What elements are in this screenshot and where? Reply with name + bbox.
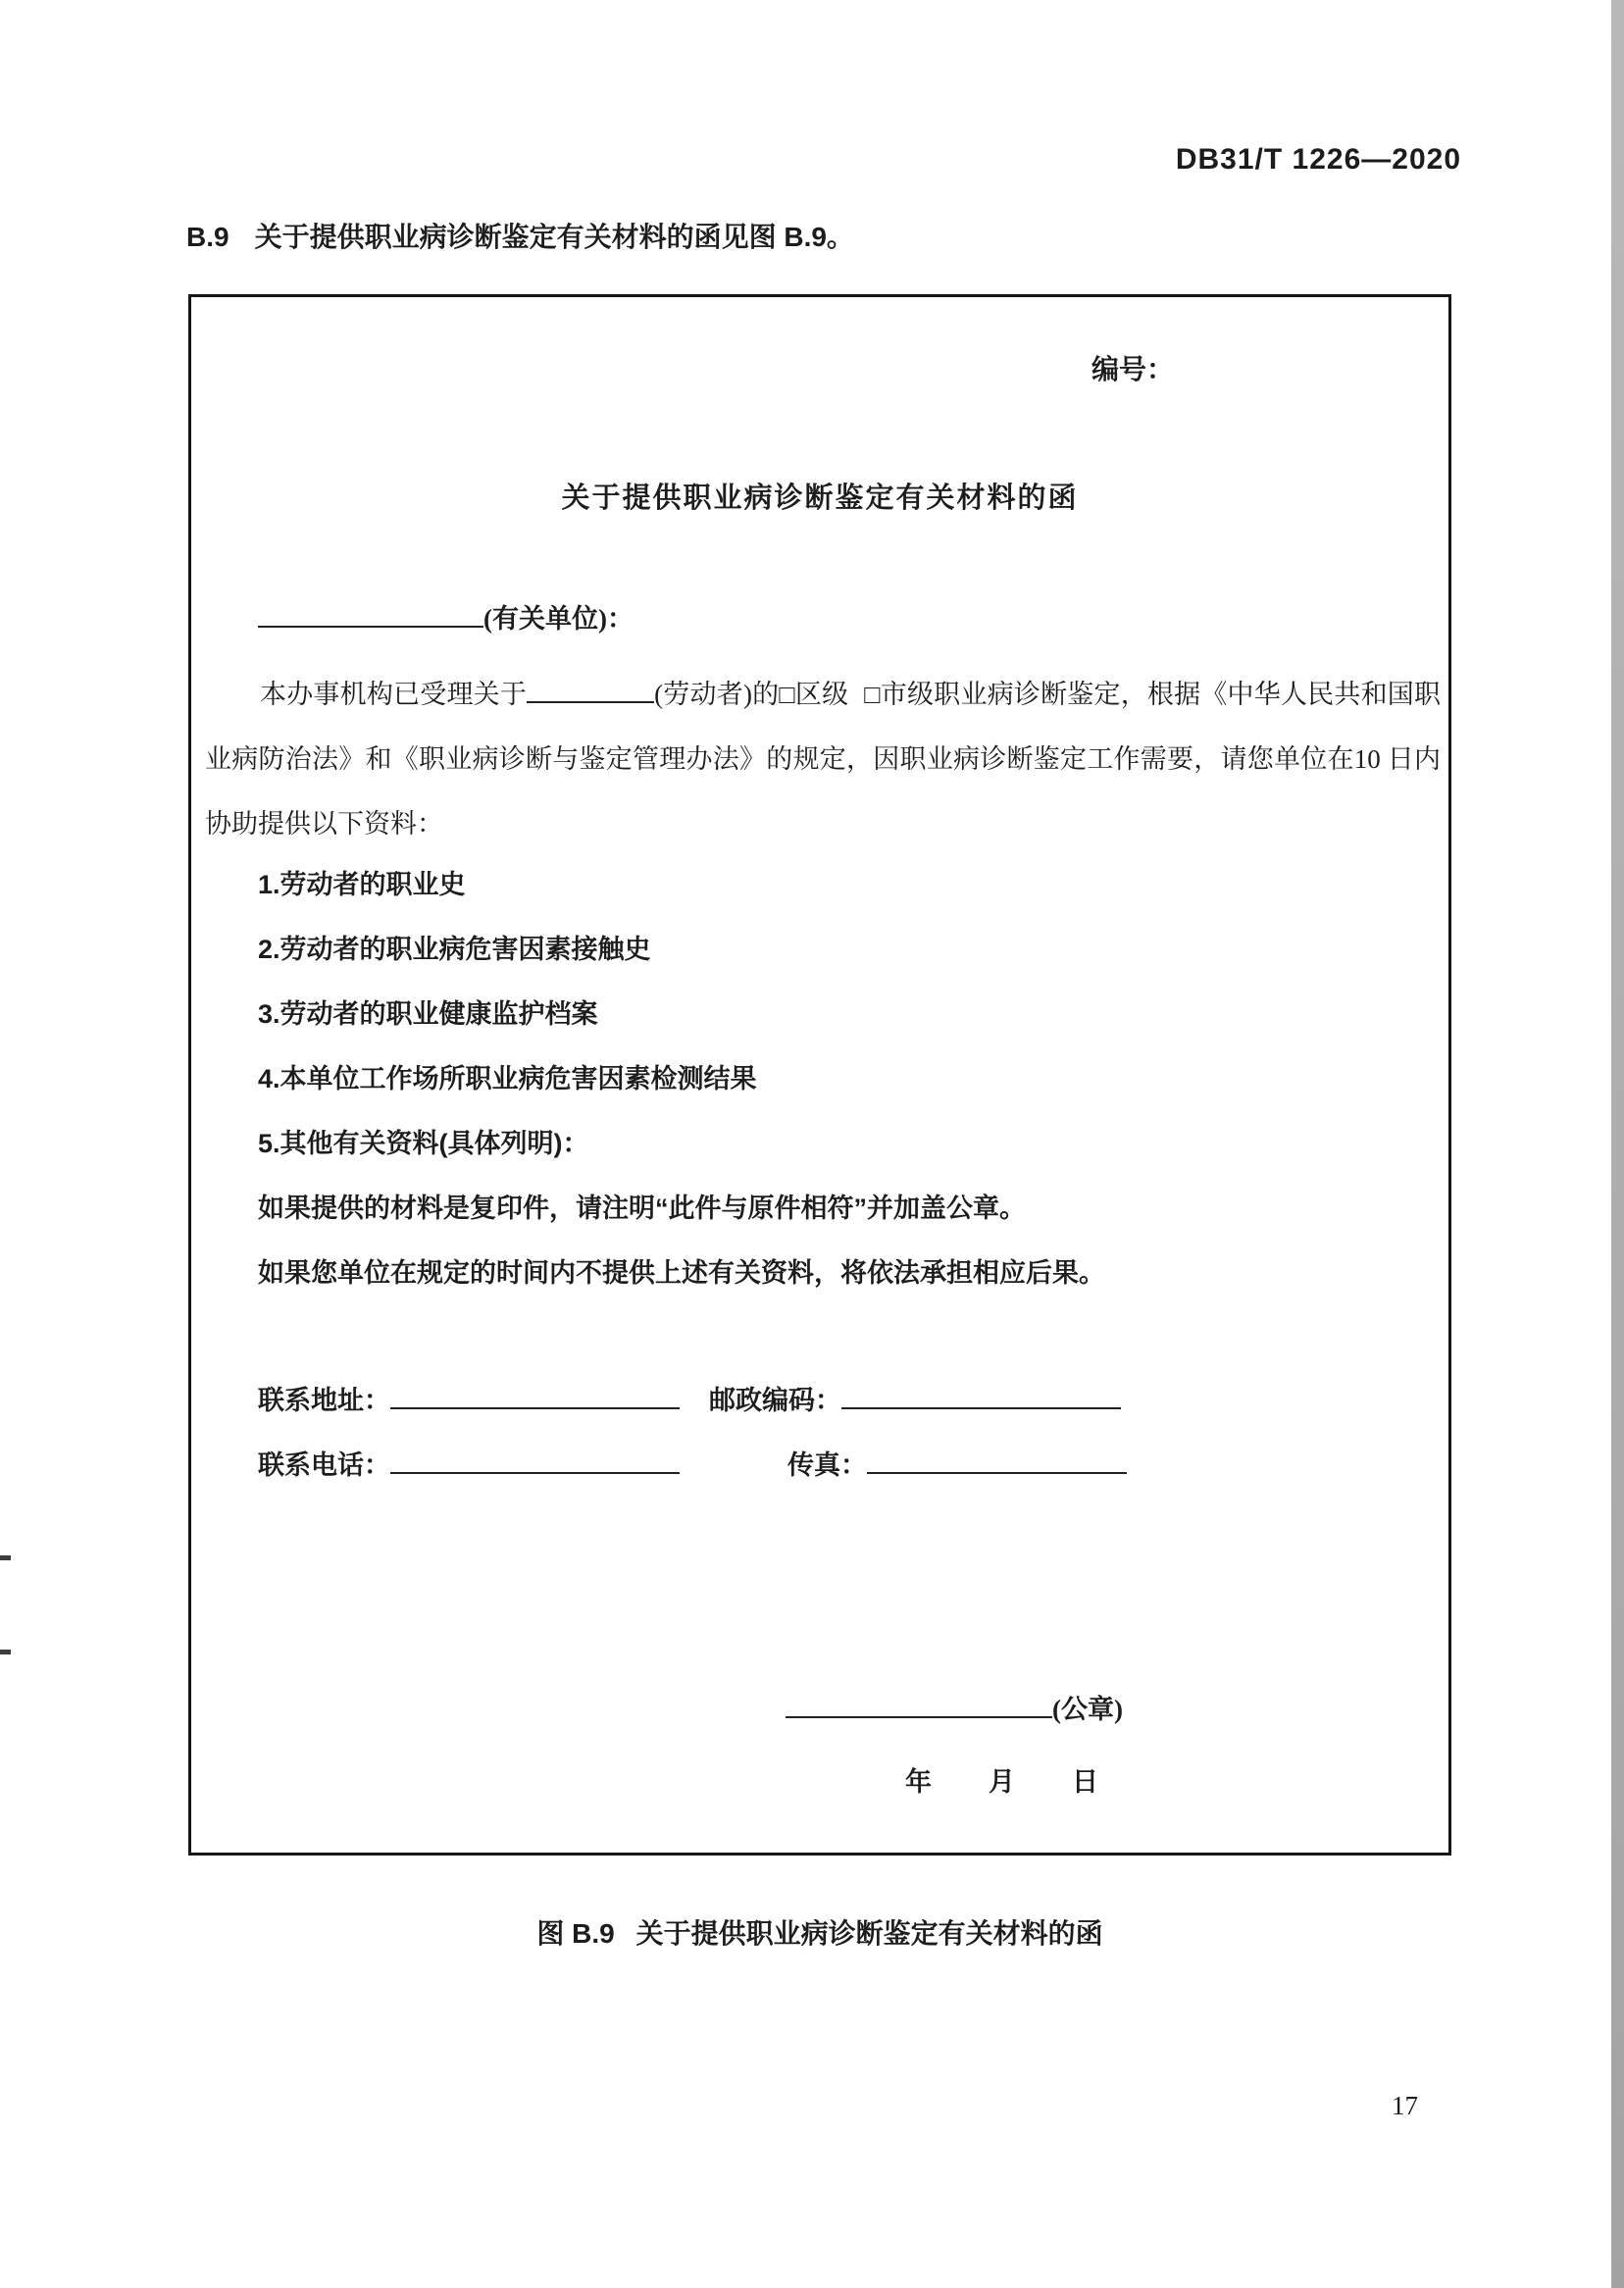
page-number: 17 [1392,2091,1418,2120]
city-checkbox: □市级 [864,680,935,709]
list-item: 1.劳动者的职业史 [258,870,466,899]
fax-blank [867,1445,1127,1474]
paragraph-part-1: 本办事机构已受理关于 [260,680,528,709]
list-item: 2.劳动者的职业病危害因素接触史 [258,935,651,964]
figure-caption [188,1912,1451,1952]
postcode-label: 邮政编码： [709,1386,841,1415]
scan-edge-shadow [1611,0,1624,2288]
date-day: 日 [1072,1767,1098,1797]
postcode-blank [841,1380,1121,1409]
list-item: 4.本单位工作场所职业病危害因素检测结果 [258,1064,757,1093]
scan-artifact-mark [0,1650,11,1654]
date-year: 年 [905,1767,932,1797]
contact-row-phone [258,1433,1127,1498]
phone-blank [390,1445,680,1474]
section-label: B.9 [186,222,229,252]
doc-code: DB31/T 1226—2020 [1175,143,1461,176]
scan-artifact-mark [0,1555,11,1560]
form-box [188,294,1451,1856]
figure-caption-label: 图 B.9 [536,1918,615,1949]
district-checkbox: □区级 [779,680,849,709]
seal-blank [786,1689,1052,1718]
date-line [905,1760,1098,1799]
note-line: 如果提供的材料是复印件，请注明“此件与原件相符”并加盖公章。 [258,1194,1026,1223]
figure-caption-text: 关于提供职业病诊断鉴定有关材料的函 [635,1918,1103,1949]
paragraph-part-3: 职业病诊断鉴定，根据《中华人民共和国职业病防治法》和《职业病诊断与鉴定管理办法》的规定，因职业病诊断鉴定工作需要，请您单位在10 日内协助提供以下资料： [205,680,1442,839]
form-title: 关于提供职业病诊断鉴定有关材料的函 [561,483,1079,514]
form-paragraph [205,662,1441,856]
seal-label: (公章) [1052,1695,1123,1724]
list-item: 3.劳动者的职业健康监护档案 [258,999,598,1029]
phone-label: 联系电话： [258,1450,390,1480]
address-label: 联系地址： [258,1386,390,1415]
list-item: 5.其他有关资料(具体列明)： [258,1129,589,1158]
contact-row-address [258,1368,1127,1433]
material-list [258,852,1390,1305]
addressee-blank [258,598,483,628]
section-text: 关于提供职业病诊断鉴定有关材料的函见图 B.9。 [254,222,854,252]
addressee-suffix: (有关单位)： [483,604,634,634]
contact-block [258,1368,1127,1498]
paragraph-part-2: (劳动者)的 [654,680,780,709]
addressee-line [258,597,634,636]
section-heading [186,216,854,255]
note-line: 如果您单位在规定的时间内不提供上述有关资料，将依法承担相应后果。 [258,1258,1105,1288]
worker-name-blank [527,674,654,703]
fax-label: 传真： [787,1450,867,1480]
address-blank [390,1380,680,1409]
form-number-label: 编号： [1091,354,1174,384]
date-month: 月 [989,1767,1015,1797]
signature-line [786,1688,1123,1726]
